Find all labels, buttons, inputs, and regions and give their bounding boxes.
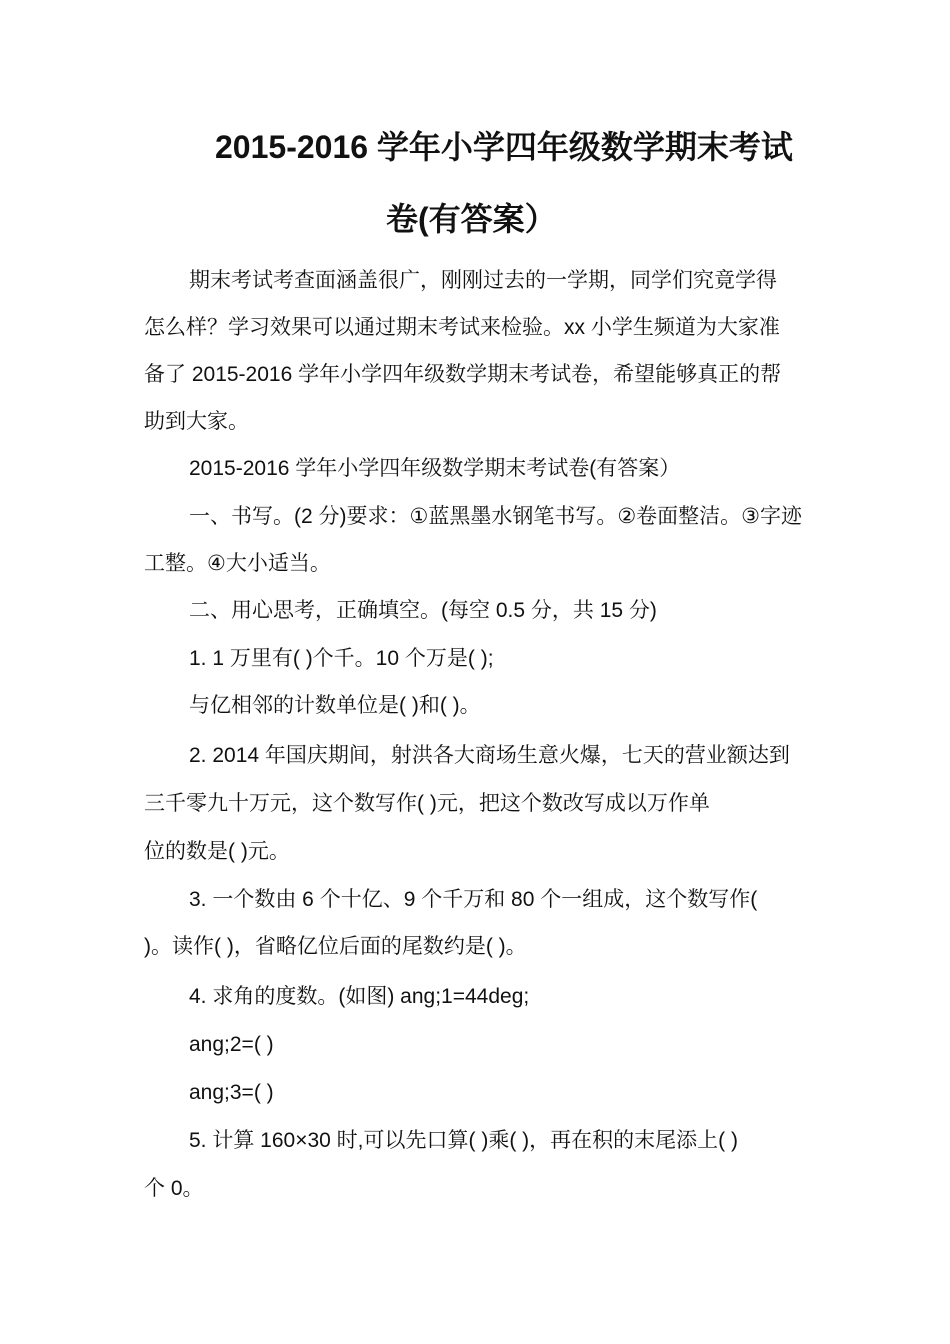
- question-4-line-2: ang;2=( ): [189, 1033, 274, 1056]
- question-2-line-1: 2. 2014 年国庆期间，射洪各大商场生意火爆，七天的营业额达到: [189, 744, 790, 767]
- question-2-line-3: 位的数是( )元。: [144, 840, 290, 863]
- intro-line-1: 期末考试考查面涵盖很广，刚刚过去的一学期，同学们究竟学得: [189, 269, 777, 292]
- question-1-line-2: 与亿相邻的计数单位是( )和( )。: [189, 694, 481, 717]
- section-2-heading: 二、用心思考，正确填空。(每空 0.5 分，共 15 分): [189, 599, 657, 622]
- question-5-line-1: 5. 计算 160×30 时,可以先口算( )乘( )，再在积的末尾添上( ): [189, 1129, 738, 1152]
- question-3-line-1: 3. 一个数由 6 个十亿、9 个千万和 80 个一组成，这个数写作(: [189, 888, 758, 911]
- intro-line-2: 怎么样？学习效果可以通过期末考试来检验。xx 小学生频道为大家准: [144, 316, 780, 339]
- intro-line-3: 备了 2015-2016 学年小学四年级数学期末考试卷，希望能够真正的帮: [144, 363, 782, 386]
- section-1-line-2: 工整。④大小适当。: [144, 552, 331, 575]
- question-5-line-2: 个 0。: [144, 1177, 204, 1200]
- question-4-line-3: ang;3=( ): [189, 1081, 274, 1104]
- document-title-line-2: 卷(有答案）: [386, 201, 557, 237]
- question-1-line-1: 1. 1 万里有( )个千。10 个万是( );: [189, 647, 494, 670]
- question-3-line-2: )。读作( )，省略亿位后面的尾数约是( )。: [144, 935, 527, 958]
- exam-subtitle: 2015-2016 学年小学四年级数学期末考试卷(有答案）: [189, 457, 681, 480]
- document-title-line-1: 2015-2016 学年小学四年级数学期末考试: [215, 129, 793, 165]
- section-1-line-1: 一、书写。(2 分)要求：①蓝黑墨水钢笔书写。②卷面整洁。③字迹: [189, 505, 802, 528]
- intro-line-4: 助到大家。: [144, 410, 249, 433]
- question-4-line-1: 4. 求角的度数。(如图) ang;1=44deg;: [189, 985, 530, 1008]
- question-2-line-2: 三千零九十万元，这个数写作( )元，把这个数改写成以万作单: [144, 792, 710, 815]
